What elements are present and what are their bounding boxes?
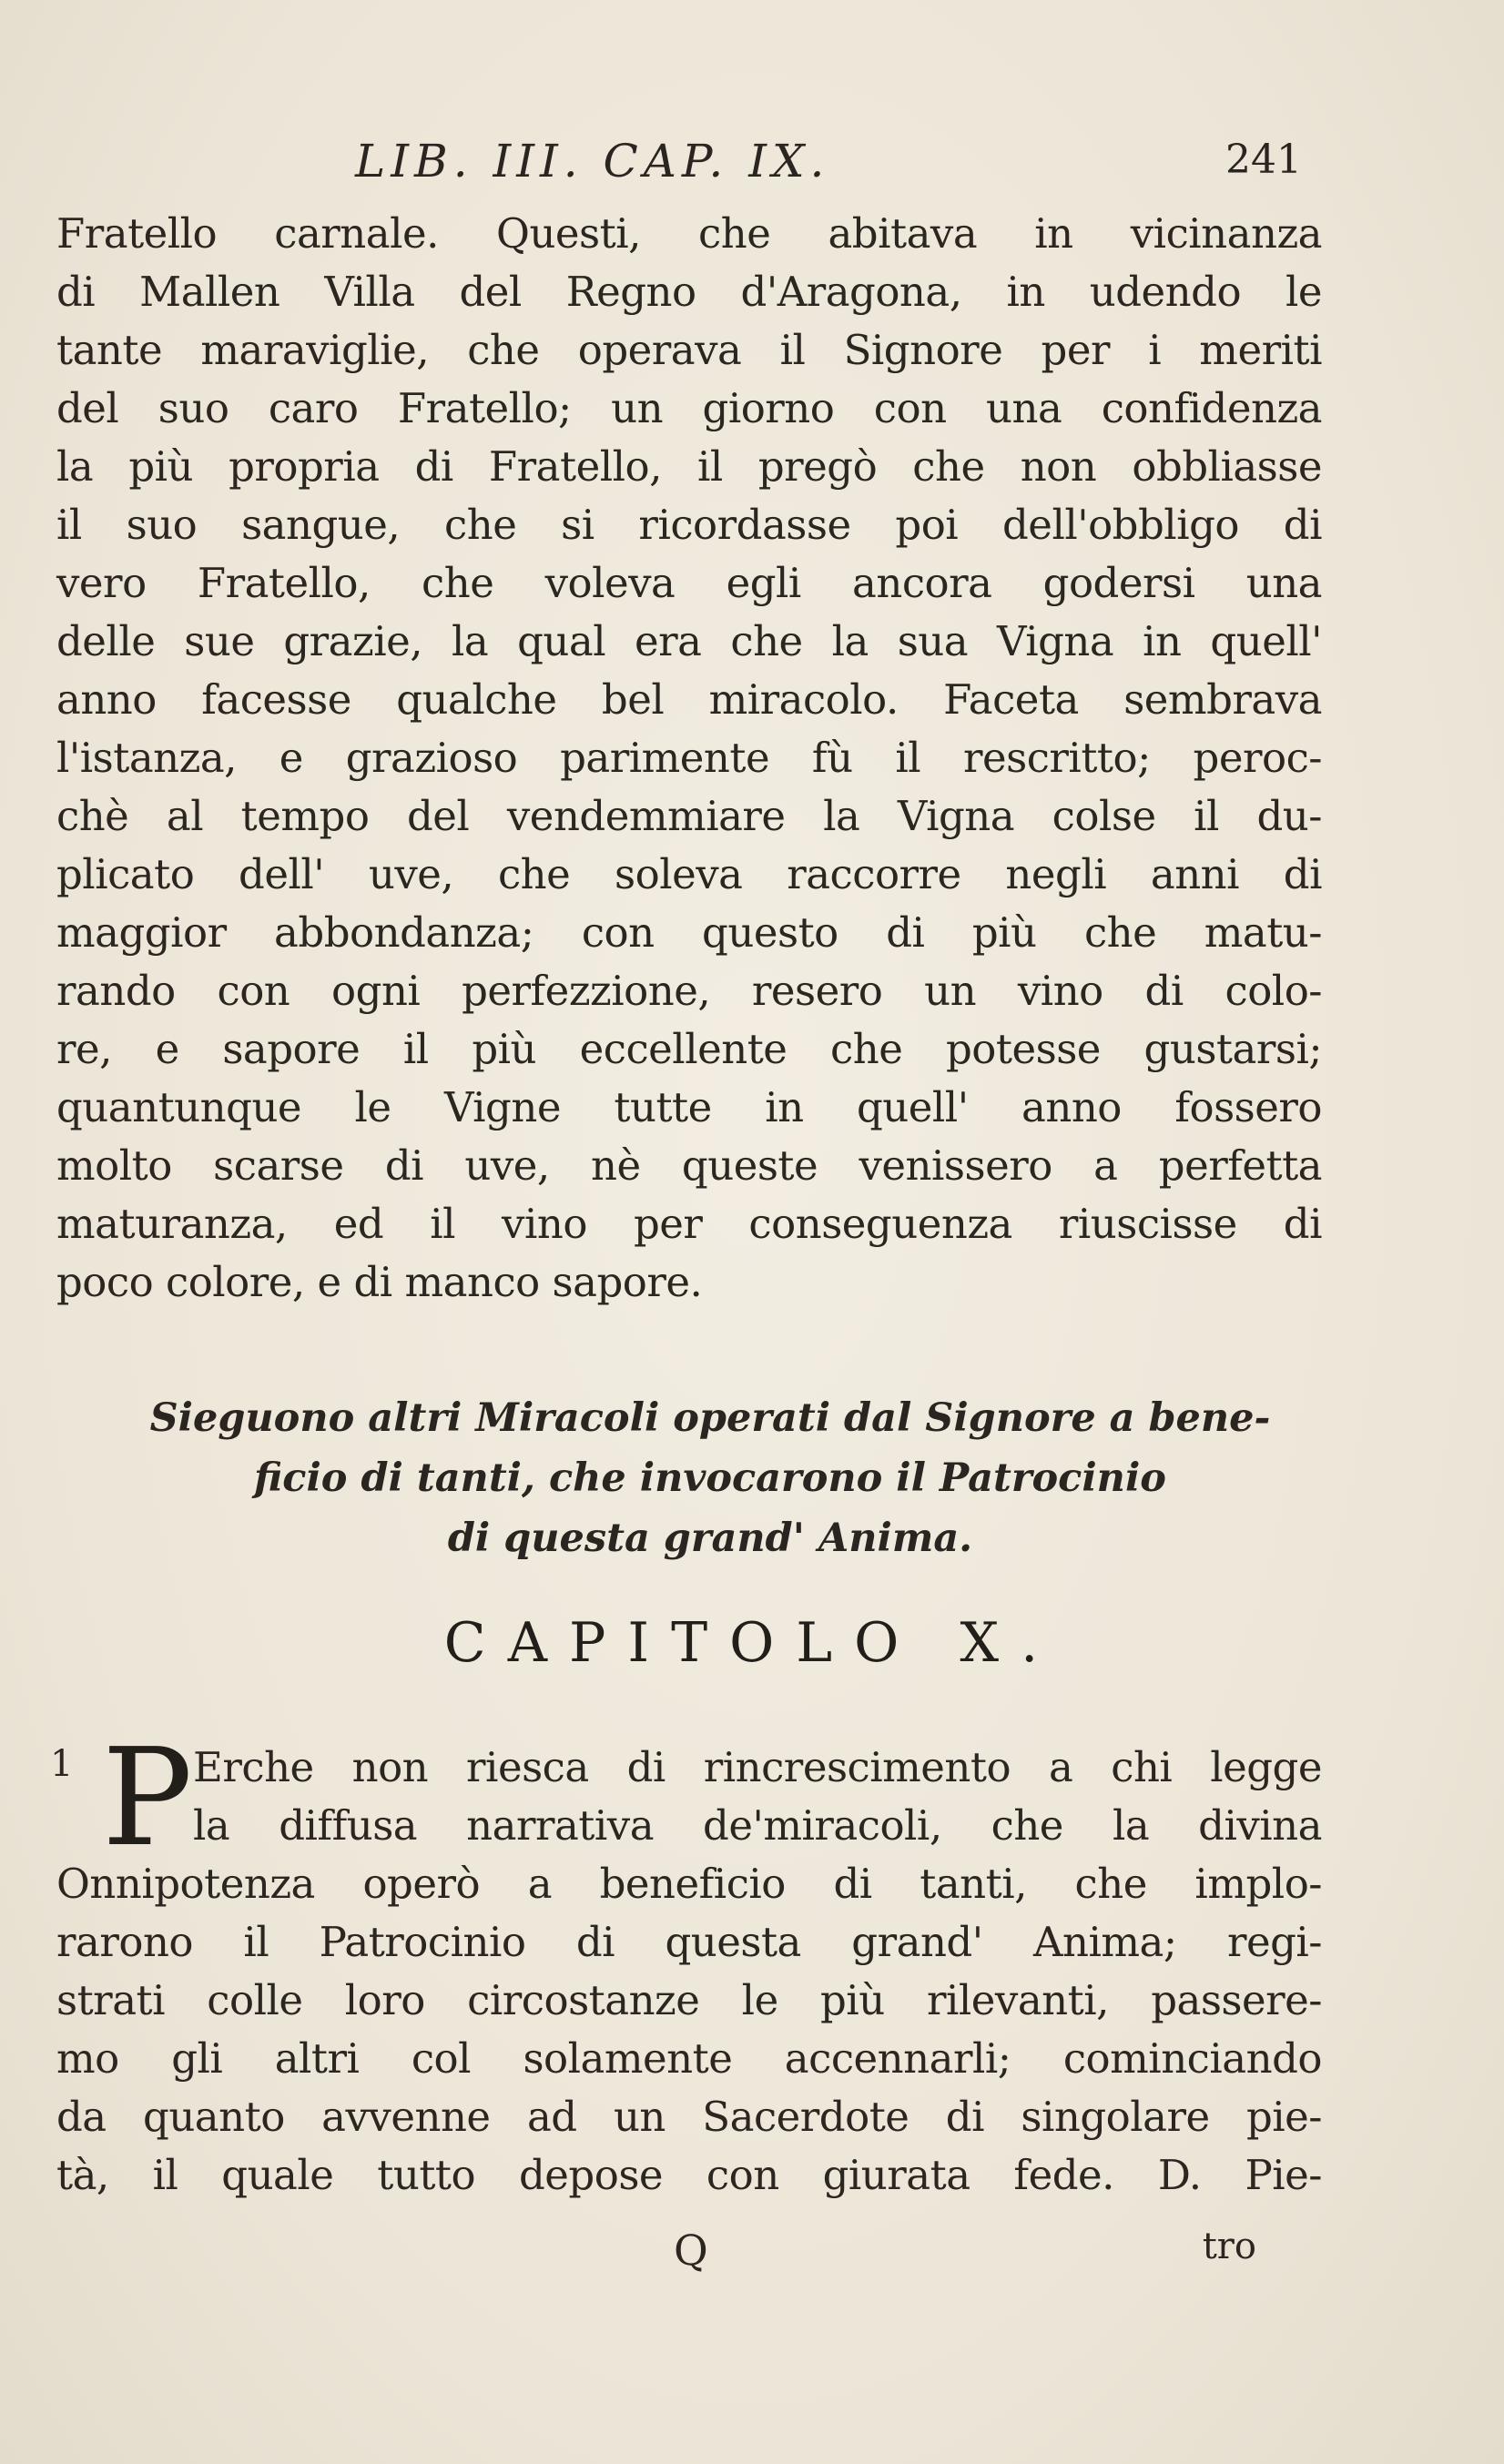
text-line: la più propria di Fratello, il pregò che non obbliasse — [56, 442, 1322, 491]
text-line: strati colle loro circostanze le più rilevanti, passere- — [56, 1976, 1322, 2024]
text-line: l'istanza, e grazioso parimente fù il rescritto; peroc- — [56, 734, 1322, 782]
subheading-line: ficio di tanti, che invocarono il Patrocinio — [254, 1455, 1166, 1501]
page-header — [355, 135, 1302, 198]
text-line: anno facesse qualche bel miracolo. Faceta sembrava — [56, 675, 1322, 724]
text-line: molto scarse di uve, nè queste venissero a perfetta — [56, 1141, 1322, 1190]
text-line: maturanza, ed il vino per conseguenza riuscisse di — [56, 1200, 1322, 1248]
drop-cap: P — [102, 1719, 193, 1876]
chapter-title: CAPITOLO X. — [443, 1611, 1061, 1675]
text-line: delle sue grazie, la qual era che la sua Vigna in quell' — [56, 617, 1322, 665]
text-line: da quanto avvenne ad un Sacerdote di singolare pie- — [56, 2093, 1322, 2141]
subheading-line: di questa grand' Anima. — [447, 1516, 973, 1561]
text-line: re, e sapore il più eccellente che potesse gustarsi; — [56, 1025, 1322, 1073]
text-line: Erche non riesca di rincrescimento a chi legge — [193, 1743, 1322, 1791]
text-line: di Mallen Villa del Regno d'Aragona, in udendo le — [56, 268, 1322, 316]
running-head: LIB. III. CAP. IX. — [355, 135, 830, 188]
text-line: plicato dell' uve, che soleva raccorre negli anni di — [56, 850, 1322, 898]
body-text-part1 — [56, 205, 1322, 1312]
text-line: maggior abbondanza; con questo di più che matu- — [56, 908, 1322, 957]
text-line: tante maraviglie, che operava il Signore per i meriti — [56, 326, 1322, 374]
body-text-part2 — [56, 1739, 1322, 2205]
text-line: del suo caro Fratello; un giorno con una confidenza — [56, 384, 1322, 432]
text-line: quantunque le Vigne tutte in quell' anno fossero — [56, 1083, 1322, 1131]
signature-mark: Q — [674, 2226, 708, 2275]
text-line: il suo sangue, che si ricordasse poi dell'obbligo di — [56, 501, 1322, 549]
text-line: tà, il quale tutto depose con giurata fede. D. Pie- — [56, 2151, 1322, 2199]
text-line: Onnipotenza operò a beneficio di tanti, che implo- — [56, 1860, 1322, 1908]
page-number: 241 — [1225, 137, 1302, 183]
text-line: la diffusa narrativa de'miracoli, che la divina — [193, 1801, 1322, 1850]
text-line: mo gli altri col solamente accennarli; cominciando — [56, 2034, 1322, 2083]
section-number: 1 — [50, 1743, 74, 1785]
subheading-line: Sieguono altri Miracoli operati dal Signore a bene- — [149, 1395, 1271, 1441]
text-line: rarono il Patrocinio di questa grand' Anima; regi- — [56, 1918, 1322, 1966]
catchword: tro — [1202, 2226, 1256, 2267]
text-line: rando con ogni perfezzione, resero un vino di colo- — [56, 967, 1322, 1015]
text-line: Fratello carnale. Questi, che abitava in vicinanza — [56, 209, 1322, 258]
text-line: vero Fratello, che voleva egli ancora godersi una — [56, 559, 1322, 607]
section-subheading — [91, 1388, 1329, 1568]
text-line: poco colore, e di manco sapore. — [56, 1258, 703, 1306]
page-footer — [674, 2226, 1256, 2280]
text-line: chè al tempo del vendemmiare la Vigna colse il du- — [56, 792, 1322, 840]
